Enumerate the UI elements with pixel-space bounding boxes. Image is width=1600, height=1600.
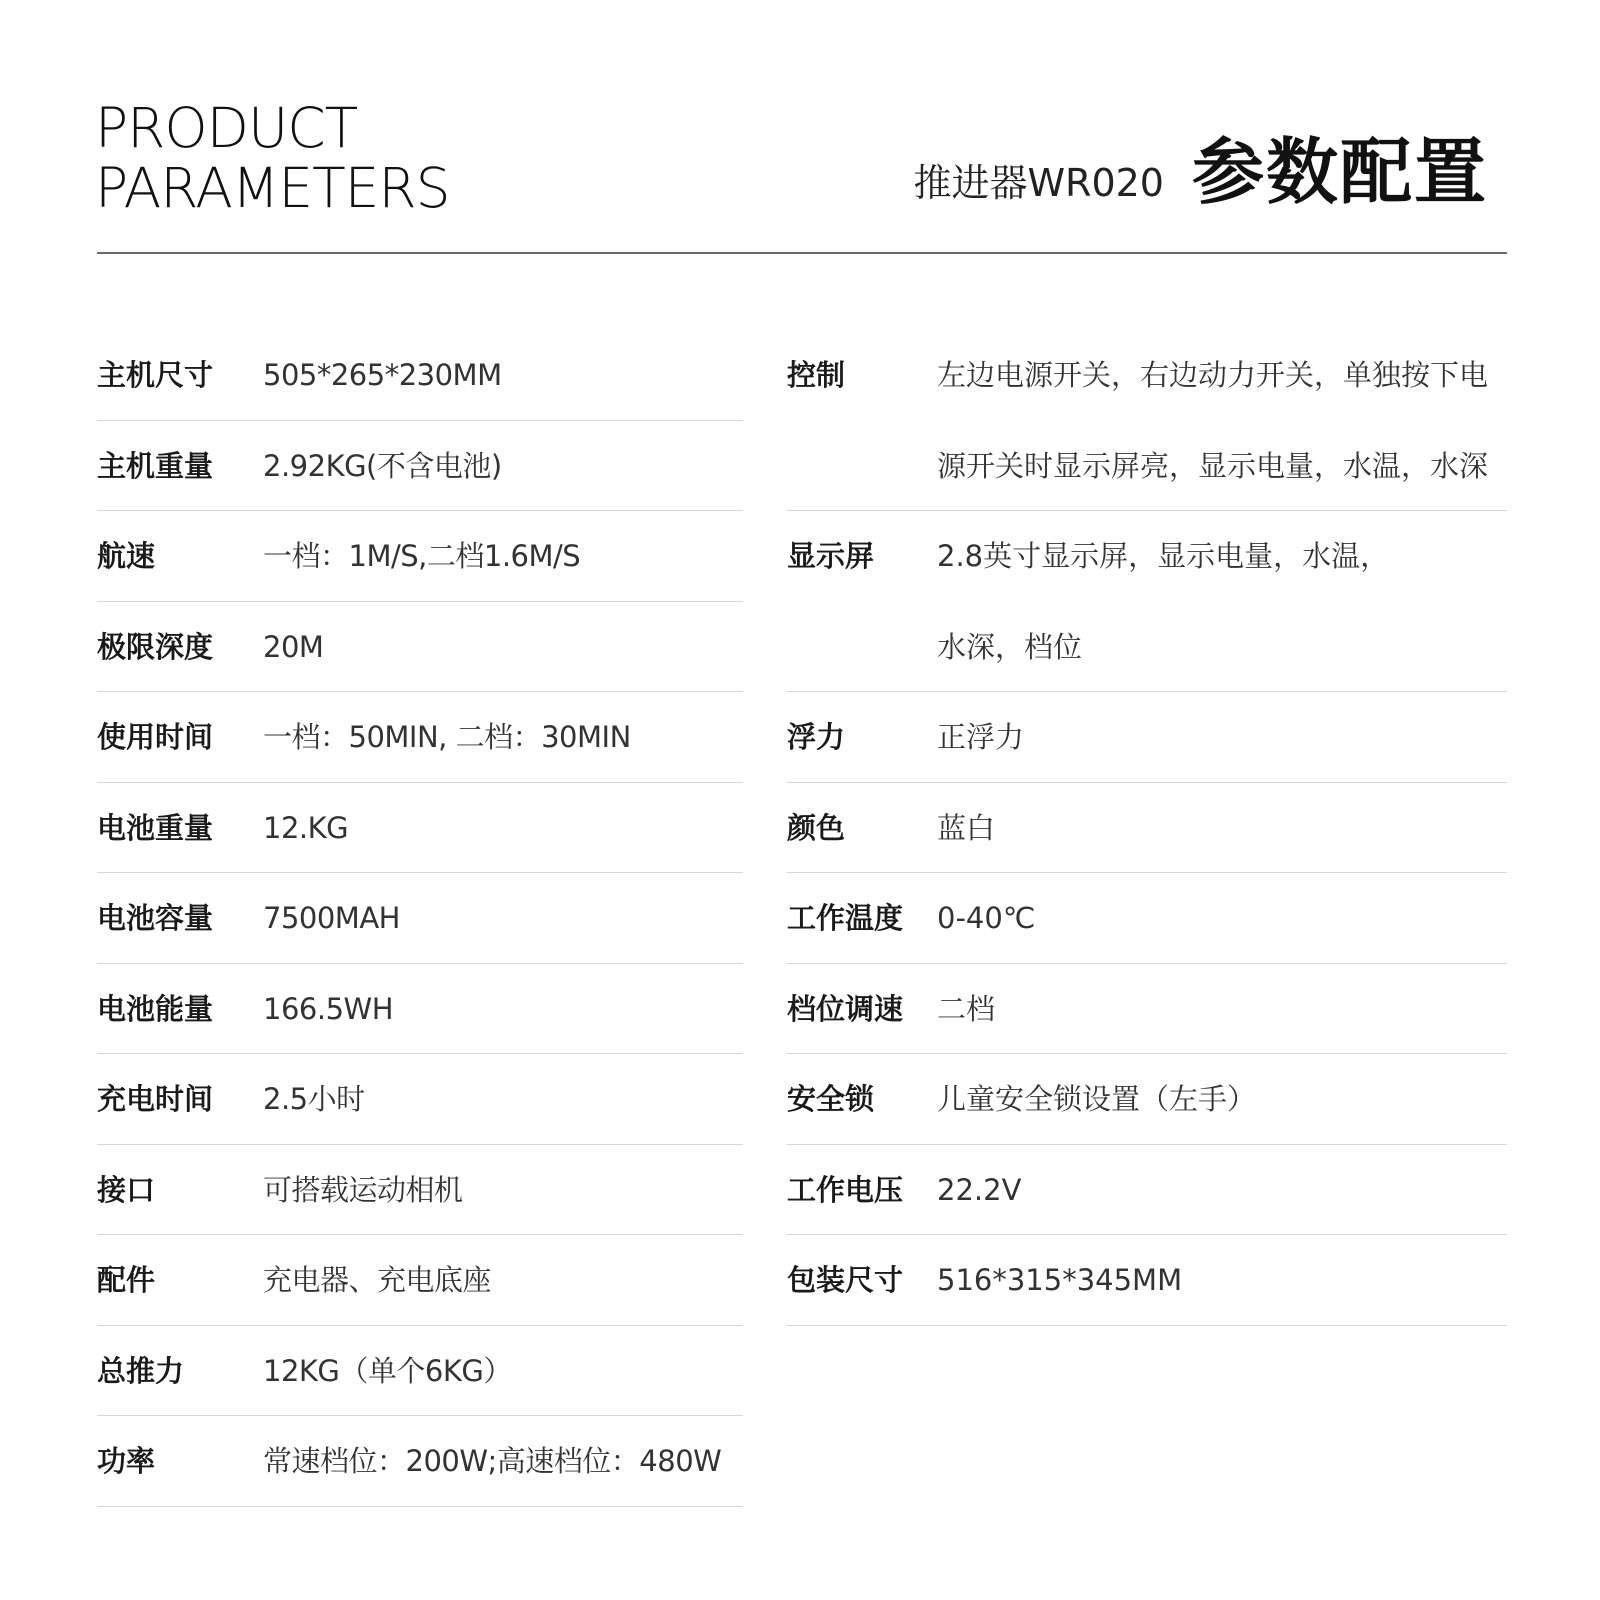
spec-label: 工作温度 [787,901,904,935]
spec-value: 505*265*230MM [263,358,502,392]
spec-label: 显示屏 [787,539,875,573]
spec-row [787,964,1507,1055]
spec-value-line: 水深，档位 [937,629,1083,664]
header-divider [97,252,1507,254]
spec-value: 充电器、充电底座 [263,1263,492,1297]
spec-label: 充电时间 [97,1082,214,1116]
spec-row [97,783,743,874]
spec-value: 12KG（单个6KG） [263,1353,512,1388]
spec-value: 一档：1M/S,二档1.6M/S [263,539,581,573]
spec-row [787,873,1507,964]
spec-label: 浮力 [787,720,846,754]
product-model: 推进器WR020 [913,161,1164,205]
spec-row [97,1145,743,1236]
spec-value: 正浮力 [937,720,1025,754]
spec-label: 主机重量 [97,448,214,483]
spec-row [97,1235,743,1326]
spec-row [97,1054,743,1145]
spec-value: 20M [263,629,324,664]
spec-value: 常速档位：200W;高速档位：480W [263,1444,722,1478]
spec-value: 一档：50MIN, 二档：30MIN [263,720,631,754]
spec-value: 蓝白 [937,810,996,845]
spec-value: 2.92KG(不含电池) [263,448,502,483]
spec-row [97,873,743,964]
spec-label: 配件 [97,1263,156,1297]
spec-value [937,511,1389,691]
spec-value-line: 2.8英寸显示屏，显示电量，水温， [937,539,1390,573]
spec-label: 包装尺寸 [787,1263,904,1297]
spec-value [937,330,1488,510]
spec-row [787,783,1507,874]
spec-value-line: 左边电源开关，右边动力开关，单独按下电 [937,358,1489,392]
spec-label: 接口 [97,1172,156,1207]
spec-value: 516*315*345MM [937,1263,1183,1297]
spec-row [97,964,743,1055]
spec-row-control [787,330,1507,511]
spec-row [97,330,743,421]
spec-column-right [787,330,1507,1326]
spec-row [97,692,743,783]
spec-row [787,1054,1507,1145]
spec-row [97,1416,743,1507]
title-line-2: PARAMETERS [95,156,450,220]
spec-value: 二档 [937,991,996,1026]
spec-label: 航速 [97,539,156,573]
spec-value: 0-40℃ [937,901,1036,935]
spec-label: 总推力 [97,1353,185,1388]
spec-row [97,602,743,693]
spec-row [97,1326,743,1417]
spec-label: 电池能量 [97,991,214,1026]
spec-label: 控制 [787,358,846,392]
spec-label: 安全锁 [787,1082,875,1116]
spec-label: 主机尺寸 [97,358,214,392]
spec-row [97,421,743,512]
spec-label: 工作电压 [787,1172,904,1207]
spec-value-line: 源开关时显示屏亮，显示电量，水温，水深 [937,448,1489,483]
spec-value: 2.5小时 [263,1082,365,1116]
spec-value: 儿童安全锁设置（左手） [937,1082,1257,1116]
spec-row-display [787,511,1507,692]
spec-value: 166.5WH [263,991,394,1026]
header-right [913,132,1488,212]
spec-value: 7500MAH [263,901,400,935]
spec-label: 极限深度 [97,629,214,664]
title-line-1: PRODUCT [95,96,358,160]
spec-row [787,692,1507,783]
page-title-english [95,98,450,218]
spec-row [787,1235,1507,1326]
spec-label: 档位调速 [787,991,904,1026]
page-title-chinese: 参数配置 [1191,130,1488,214]
spec-label: 颜色 [787,810,846,845]
spec-row [97,511,743,602]
spec-value: 12.KG [263,810,349,845]
spec-value: 22.2V [937,1172,1022,1207]
spec-label: 使用时间 [97,720,214,754]
spec-row [787,1145,1507,1236]
spec-label: 电池重量 [97,810,214,845]
spec-label: 电池容量 [97,901,214,935]
spec-label: 功率 [97,1444,156,1478]
spec-value: 可搭载运动相机 [263,1172,463,1207]
spec-column-left [97,330,743,1507]
